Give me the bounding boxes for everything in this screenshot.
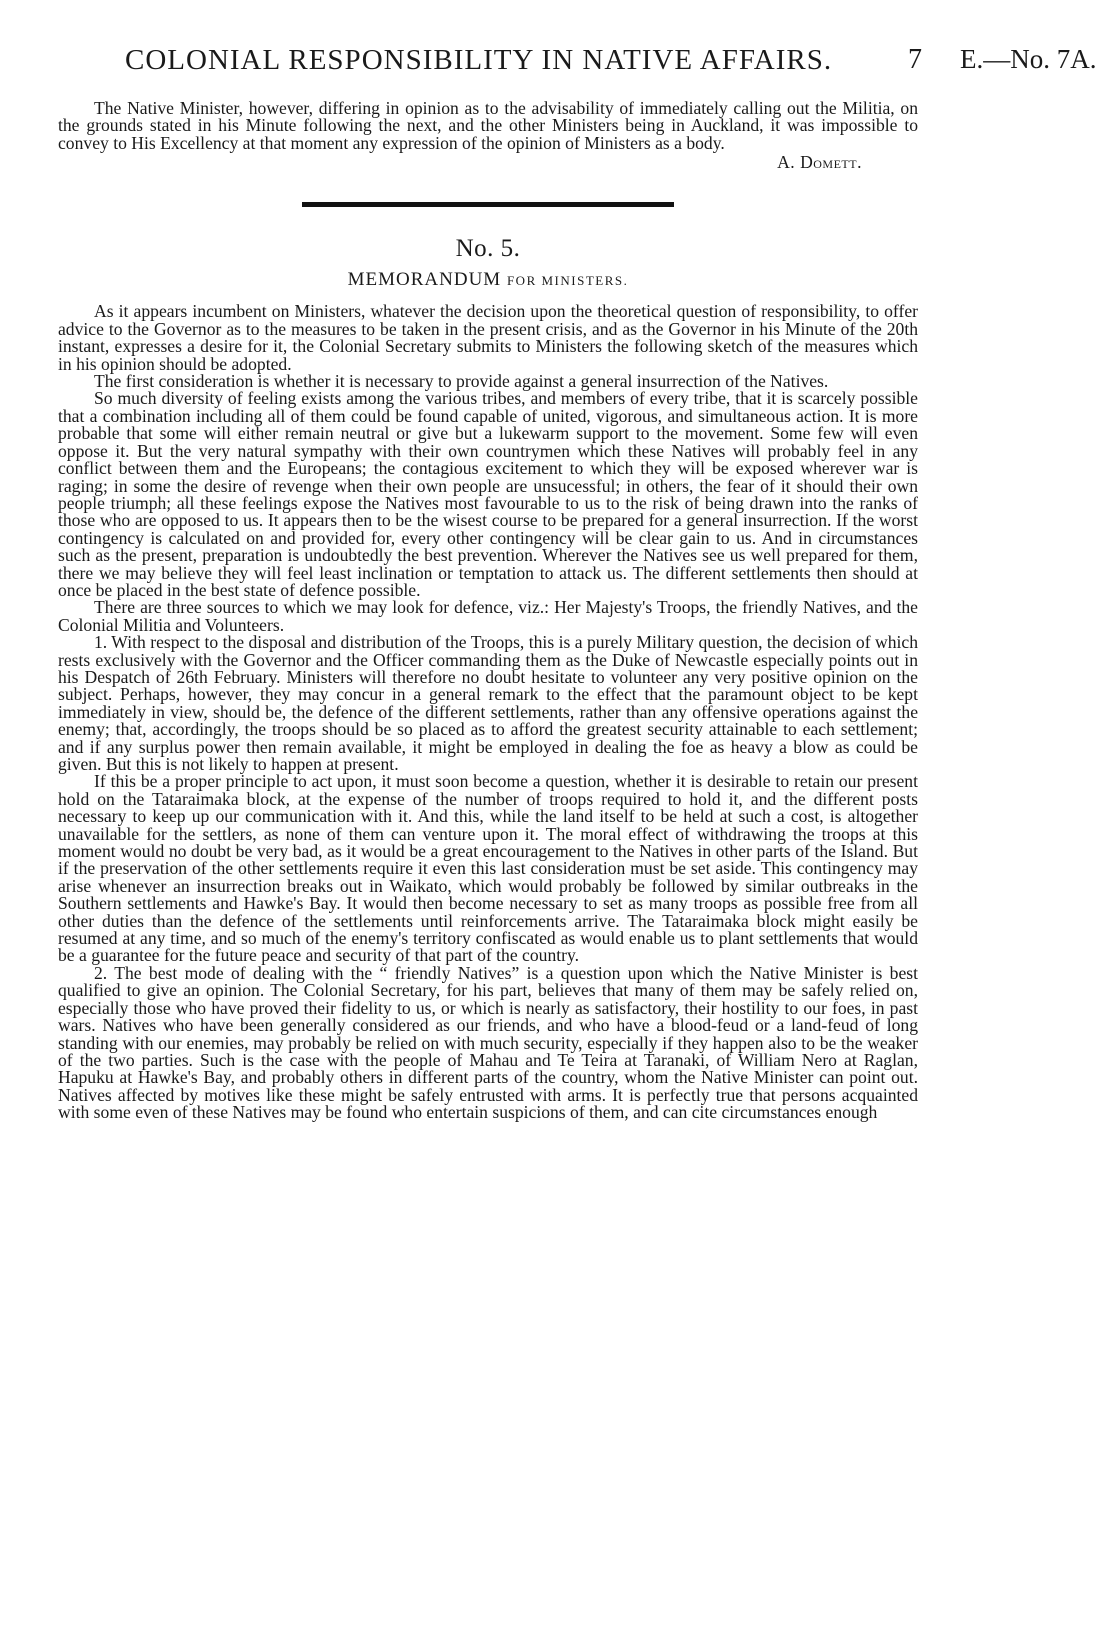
intro-block (58, 100, 918, 172)
document-reference: E.—No. 7A. (960, 44, 1097, 74)
body-paragraph: As it appears incumbent on Ministers, whatever the decision upon the theoretical question of responsibility, to offer advice to the Governor as to the measures to be taken in the present crisis, and as the Governor in his Minute of the 20th instant, expresses a desire for it, the Colonial Secretary submits to Ministers the following sketch of the measures which in his opinion should be adopted. (58, 301, 918, 374)
page-content (58, 100, 918, 1122)
running-header (0, 44, 1114, 84)
memo-heading (58, 271, 918, 289)
body-paragraph: The first consideration is whether it is necessary to provide against a general insurrection of the Natives. (94, 371, 829, 392)
page-number: 7 (908, 44, 922, 75)
body-paragraph: So much diversity of feeling exists among the various tribes, and members of every tribe, that it is scarcely possible that a combination including all of them could be found capable of united, vigorous, and simultaneous action. It is more probable that some will either remain neutral or give but a lukewarm support to the movement. Some few will even oppose it. But the very natural sympathy with their own countrymen which these Natives will probably feel in any conflict between them and the Europeans; the contagious excitement to which they will be exposed wherever war is raging; in some the desire of revenge when their own people are unsucessful; in others, the fear of it should their own people triumph; all these feelings expose the Natives most favourable to us to the risk of being drawn into the ranks of those who are opposed to us. It appears then to be the wisest course to be prepared for a general insurrection. If the worst contingency is calculated on and provided for, every other contingency will be clear gain to us. And in circumstances such as the present, preparation is undoubtedly the best prevention. Wherever the Natives see us well prepared for them, there we may believe they will feel least inclination or temptation to attack us. The different settlements then should at once be placed in the best state of defence possible. (58, 388, 918, 600)
section-divider (58, 172, 918, 232)
body-paragraph: 2. The best mode of dealing with the “ friendly Natives” is a question upon which the Native Minister is best qualified to give an opinion. The Colonial Secretary, for his part, believes that many of them may be safely relied on, especially those who have proved their fidelity to us, or which is nearly as satisfactory, their hostility to our foes, in past wars. Natives who have been generally considered as our friends, and who have a blood-feud or a land-feud of long standing with our enemies, may probably be relied on with much security, especially if they happen also to be the weaker of the two parties. Such is the case with the people of Mahau and Te Teira at Taranaki, of William Nero at Raglan, Hapuku at Hawke's Bay, and probably others in different parts of the country, whom the Native Minister can point out. Natives affected by motives like these might be safely entrusted with arms. It is perfectly true that persons acquainted with some even of these Natives may be found who entertain suspicions of them, and can cite circumstances enough (58, 962, 918, 1123)
signature: A. Domett. (777, 152, 862, 173)
section-number: No. 5. (455, 234, 521, 262)
memo-title-main: MEMORANDUM (347, 269, 502, 291)
body-paragraph: There are three sources to which we may look for defence, viz.: Her Majesty's Troops, the friendly Natives, and the Colonial Militia and Volunteers. (58, 597, 918, 635)
divider-rule (302, 202, 674, 207)
intro-paragraph: The Native Minister, however, differing in opinion as to the advisability of immediately calling out the Militia, on the grounds stated in his Minute following the next, and the other Ministers being in Auckland, it was impossible to convey to His Excellency at that moment any expression of the opinion of Ministers as a body. (58, 98, 918, 153)
body-paragraph: 1. With respect to the disposal and distribution of the Troops, this is a purely Military question, the decision of which rests exclusively with the Governor and the Officer commanding them as the Duke of Newcastle especially points out in his Despatch of 26th February. Ministers will therefore no doubt hesitate to volunteer any very positive opinion on the subject. Perhaps, however, they may concur in a general remark to the effect that the paramount object to be kept immediately in view, should be, the defence of the different settlements, rather than any offensive operations against the enemy; that, accordingly, the troops should be so placed as to afford the greatest security attainable to each settlement; and if any surplus power then remain available, it might be employed in dealing the foe as heavy a blow as could be given. But this is not likely to happen at present. (58, 632, 918, 774)
memo-body (58, 303, 918, 1121)
running-title: COLONIAL RESPONSIBILITY IN NATIVE AFFAIRS. (125, 44, 833, 76)
body-paragraph: If this be a proper principle to act upon, it must soon become a question, whether it is desirable to retain our present hold on the Tataraimaka block, at the expense of the number of troops required to hold it, and the different posts necessary to keep up our communication with it. And this, while the land itself to be held at such a cost, is altogether unavailable for the settlers, as none of them can venture upon it. The moral effect of withdrawing the troops at this moment would no doubt be very bad, as it would be a great encouragement to the Natives in other parts of the Island. But if the preservation of the other settlements require it even this last consideration must be set aside. This contingency may arise whenever an insurrection breaks out in Waikato, which would probably be followed by similar outbreaks in the Southern settlements and Hawke's Bay. It would then become necessary to set as many troops as possible free from all other duties than the defence of the settlements until reinforcements arrive. The Tataraimaka block might easily be resumed at any time, and so much of the enemy's territory confiscated as would enable us to plant settlements that would be a guarantee for the future peace and security of that part of the country. (58, 771, 918, 966)
memo-title-small: FOR MINISTERS. (506, 273, 629, 289)
